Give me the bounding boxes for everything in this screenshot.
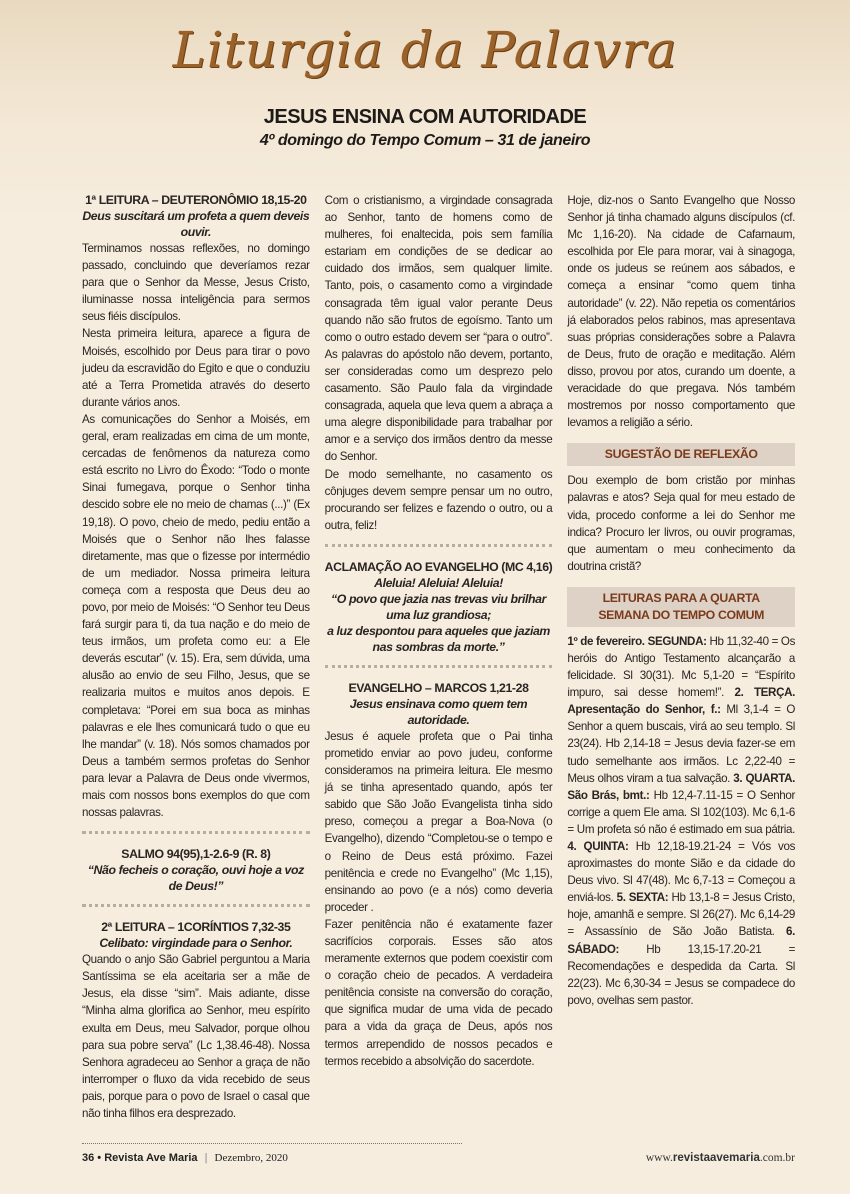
- paragraph: Com o cristianismo, a virgindade consagrada ao Senhor, tanto de homens como de mulheres, foi enaltecida, pois sem família estariam em condições de se dedicar ao cuidado dos irmãos, sem qualquer limite. Tanto, pois, o casamento como a virgindade consagrada têm igual valor perante Deus quando não são frutos de egoísmo. Tanto um como o outro estado devem ser “para o outro”. As palavras do apóstolo não devem, portanto, ser consideradas como um desprezo pelo casamento. São Paulo fala da virgindade consagrada, aquela que leva quem a abraça a uma alegre disponibilidade para trabalhar por amor e a serviço dos irmãos dentro da messe do Senhor.: [324, 194, 553, 464]
- page-title: JESUS ENSINA COM AUTORIDADE: [263, 106, 587, 128]
- divider: [82, 904, 310, 907]
- column-1: [82, 192, 310, 1122]
- paragraph: Terminamos nossas reflexões, no domingo passado, concluindo que deveríamos rezar para que o Senhor da Messe, Jesus Cristo, iluminasse nossa inteligência para sermos seus fiéis discípulos.: [82, 242, 310, 324]
- day-label: 5. SEXTA:: [616, 891, 669, 905]
- day-readings: Hb 12,4-7.11-15 = O Senhor corrige a quem Ele ama. Sl 102(103). Mc 6,1-6 = Um profeta só não é estimado em sua pátria.: [567, 788, 796, 836]
- leitura1-heading: 1ª LEITURA – DEUTERONÔMIO 18,15-20 Deus suscitará um profeta a quem deveis ouvir.: [82, 193, 310, 239]
- divider: [325, 665, 553, 668]
- footer-left: 36 • Revista Ave Maria | Dezembro, 2020: [82, 1152, 288, 1165]
- salmo-heading: SALMO 94(95),1-2.6-9 (R. 8) “Não fecheis o coração, ouvi hoje a voz de Deus!”: [87, 847, 304, 894]
- page-header: [0, 18, 850, 152]
- reflexao-heading: SUGESTÃO DE REFLEXÃO: [567, 443, 795, 466]
- day-label: 4. QUINTA:: [567, 840, 629, 853]
- aclamacao-heading: ACLAMAÇÃO AO EVANGELHO (MC 4,16) Aleluia! Aleluia! Aleluia! “O povo que jazia nas trevas viu brilhar uma luz grandiosa; a luz despontou para aqueles que jaziam nas sombras da morte.”: [324, 559, 553, 654]
- page-subtitle: 4º domingo do Tempo Comum – 31 de janeiro: [259, 132, 591, 149]
- paragraph: Nesta primeira leitura, aparece a figura de Moisés, escolhido por Deus para tirar o povo judeu da escravidão do Egito e que o conduziu até a Terra Prometida através do deserto durante vários anos.: [82, 327, 310, 409]
- day-readings: Hb 13,15-17.20-21 = Recomendações e despedida da Carta. Sl 22(23). Mc 6,30-34 = Jesus se compadece do povo, ovelhas sem pastor.: [567, 942, 796, 1007]
- column-2: [325, 192, 553, 1070]
- paragraph: De modo semelhante, no casamento os cônjuges devem sempre pensar um no outro, procurando ser felizes e fazendo o outro, ou a outra, feliz!: [324, 467, 553, 532]
- day-label: 1º de fevereiro. SEGUNDA:: [567, 634, 707, 648]
- column-3: [567, 192, 795, 1009]
- article-columns: [0, 192, 850, 1122]
- paragraph: Hoje, diz-nos o Santo Evangelho que Nosso Senhor já tinha chamado alguns discípulos (cf. Mc 1,16-20). Na cidade de Cafarnaum, escolhida por Ele para morar, vai à sinagoga, onde os judeus se reúnem aos sábados, e começa a ensinar “como quem tinha autoridade” (v. 22). Não repetia os comentários já elaborados pelos rabinos, mas apresentava suas próprias considerações sobre a Palavra de Deus, fruto de oração e meditação. Além disso, provou por atos, curando um doente, a veracidade do que pregava. Nós também mostremos por nosso comportamento que levamos a religião a sério.: [567, 194, 796, 430]
- day-label: 2. TERÇA. Apresentação do Senhor, f.:: [567, 686, 795, 717]
- divider: [82, 831, 310, 834]
- day-readings: Hb 13,1-8 = Jesus Cristo, hoje, amanhã e sempre. Sl 26(27). Mc 6,14-29 = Assassínio de São João Batista.: [567, 891, 796, 939]
- evangelho-heading: EVANGELHO – MARCOS 1,21-28 Jesus ensinava como quem tem autoridade.: [348, 680, 529, 727]
- page-footer: [82, 1134, 795, 1194]
- leitura2-heading: 2ª LEITURA – 1CORÍNTIOS 7,32-35 Celibato: virgindade para o Senhor.: [99, 920, 293, 951]
- masthead-logo: Liturgia da Palavra: [172, 21, 678, 79]
- day-label: 6. SÁBADO:: [567, 925, 796, 956]
- divider: [325, 544, 553, 547]
- day-label: 3. QUARTA. São Brás, bmt.:: [567, 771, 796, 802]
- leituras-semana-heading: LEITURAS PARA A QUARTA SEMANA DO TEMPO COMUM: [567, 587, 795, 627]
- paragraph: Jesus é aquele profeta que o Pai tinha prometido enviar ao povo judeu, conforme consideramos na primeira leitura. Ele mesmo já se tinha apresentado quando, após ter sabido que São João Evangelista tinha sido preso, começou a pregar a Boa-Nova (o Evangelho), dizendo “Completou-se o tempo e o Reino de Deus está próximo. Fazei penitência e crede no Evangelho” (Mc 1,15), ensinando ao povo (e a nós) como deveria proceder .: [324, 729, 553, 914]
- leituras-semana-text: [567, 633, 795, 1009]
- paragraph: Fazer penitência não é exatamente fazer sacrifícios corporais. Esses são atos meramente externos que podem coexistir com o coração cheio de pecados. A verdadeira penitência consiste na conversão do coração, que significa mudar de uma vida de pecado para a vida da graça de Deus, após nos termos arrependido de nossos pecados e termos recebido a absolvição do sacerdote.: [324, 917, 553, 1068]
- day-readings: Hb 11,32-40 = Os heróis do Antigo Testamento alcançarão a felicidade. Sl 30(31). Mc 5,1-20 = “Espírito impuro, sai desse homem!”.: [567, 634, 796, 700]
- day-readings: Ml 3,1-4 = O Senhor a quem buscais, virá ao seu templo. Sl 23(24). Hb 2,14-18 = Jesus devia fazer-se em tudo semelhante aos irmãos. Lc 2,22-40 = Meus olhos viram a tua salvação.: [567, 703, 796, 785]
- footer-row: [82, 1152, 795, 1164]
- paragraph: As comunicações do Senhor a Moisés, em geral, eram realizadas em cima de um monte, cercadas de fenômenos da natureza como está escrito no Livro do Êxodo: “Todo o monte Sinai fumegava, porque o Senhor tinha descido sobre ele no meio de chamas (...)” (Ex 19,18). O povo, cheio de medo, pediu então a Moisés que o Senhor não lhes falasse diretamente, mas que o fizesse por intermédio de um mediador. Nossa primeira leitura começa com a resposta que Deus deu ao povo, por meio de Moisés: “O Senhor teu Deus fará surgir para ti, da tua nação e do meio de teus irmãos, um profeta como eu: a Ele deverás escutar” (v. 15). Era, sem dúvida, uma alusão ao envio de seu Filho, Jesus, que se realizaria muitos e muitos anos depois. E completava: “Porei em sua boca as minhas palavras e ele lhes comunicará tudo o que eu lhe mandar” (v. 18). Nós somos chamados por Deus a também sermos profetas do Senhor para levar a Palavra de Deus onde vivermos, mais com nossos bons exemplos do que com nossas palavras.: [82, 412, 310, 820]
- day-readings: Hb 12,18-19.21-24 = Vós vos aproximastes do monte Sião e da cidade do Deus vivo. Sl 47(48). Mc 6,7-13 = Começou a enviá-los.: [567, 840, 796, 905]
- footer-url[interactable]: www.revistaavemaria.com.br: [645, 1152, 795, 1165]
- footer-divider: [82, 1143, 462, 1144]
- reflexao-text: Dou exemplo de bom cristão por minhas palavras e atos? Seja qual for meu estado de vida, procedo conforme a lei do Senhor me indica? Procuro ler livros, ou ouvir programas, que aumentam o meu conhecimento da doutrina cristã?: [567, 474, 796, 573]
- paragraph: Quando o anjo São Gabriel perguntou a Maria Santíssima se ela aceitaria ser a mãe de Jesus, ela disse “sim”. Mais adiante, disse “Minha alma glorifica ao Senhor, meu espírito exulta em Deus, meu Salvador, porque olhou para sua pobre serva” (Lc 1,38.46-48). Nossa Senhora agradeceu ao Senhor a graça de não interromper o fluxo da vida recebido de seus pais, porque para o povo de Israel o casal que não tinha filhos era desprezado.: [82, 953, 310, 1121]
